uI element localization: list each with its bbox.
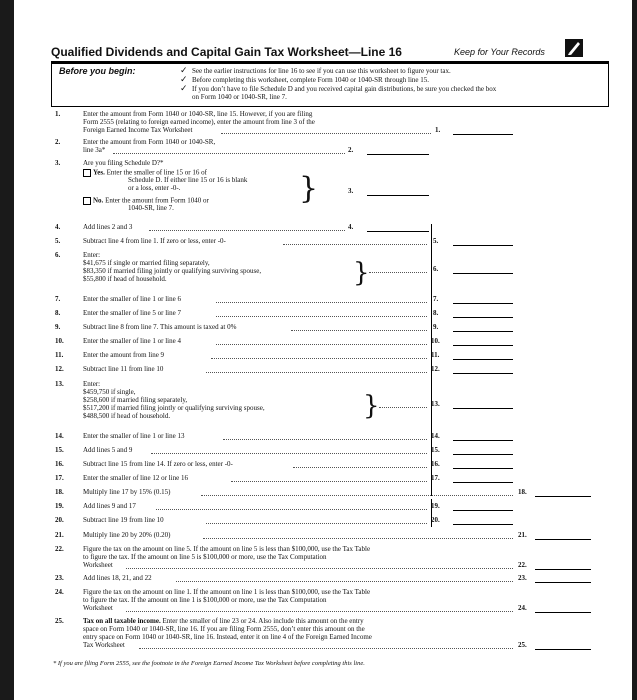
left-dark-edge bbox=[0, 0, 14, 700]
line-2-field[interactable] bbox=[367, 145, 429, 155]
right-dark-edge bbox=[632, 0, 637, 700]
line-3-yes: Yes. Enter the smaller of line 15 or 16 of bbox=[83, 169, 207, 177]
line-3-field[interactable] bbox=[367, 186, 429, 196]
line-11-field[interactable] bbox=[453, 350, 513, 360]
line-19-field[interactable] bbox=[453, 501, 513, 511]
worksheet-title: Qualified Dividends and Capital Gain Tax Worksheet—Line 16 bbox=[51, 45, 402, 59]
before-item-3-cont: on Form 1040 or 1040-SR, line 7. bbox=[192, 93, 287, 101]
line-10-field[interactable] bbox=[453, 336, 513, 346]
checkmark-icon: ✓ bbox=[180, 65, 188, 75]
line-14-field[interactable] bbox=[453, 431, 513, 441]
line-12-field[interactable] bbox=[453, 364, 513, 374]
line-25-field[interactable] bbox=[535, 640, 591, 650]
line-16-field[interactable] bbox=[453, 459, 513, 469]
line-4-field[interactable] bbox=[367, 222, 429, 232]
before-you-begin-label: Before you begin: bbox=[59, 66, 136, 76]
before-item-3: If you don’t have to file Schedule D and you received capital gain distributions, be sure you checked the box bbox=[192, 85, 497, 93]
line-17-field[interactable] bbox=[453, 473, 513, 483]
line-24-field[interactable] bbox=[535, 603, 591, 613]
pencil-record-icon bbox=[565, 39, 583, 57]
line-23-field[interactable] bbox=[535, 573, 591, 583]
before-you-begin-box bbox=[51, 63, 609, 107]
footnote: * If you are filing Form 2555, see the footnote in the Foreign Earned Income Tax Worksheet before completing this line. bbox=[53, 660, 365, 667]
line-3-no: No. Enter the amount from Form 1040 or bbox=[83, 197, 209, 205]
line-18-field[interactable] bbox=[535, 487, 591, 497]
line-15-field[interactable] bbox=[453, 445, 513, 455]
line-13-field[interactable] bbox=[453, 399, 513, 409]
line-9-field[interactable] bbox=[453, 322, 513, 332]
line-20-field[interactable] bbox=[453, 515, 513, 525]
line-8-field[interactable] bbox=[453, 308, 513, 318]
checkmark-icon: ✓ bbox=[180, 83, 188, 93]
brace-icon: } bbox=[353, 258, 370, 288]
line-6-field[interactable] bbox=[453, 264, 513, 274]
keep-for-records-label: Keep for Your Records bbox=[454, 47, 545, 57]
before-item-1: See the earlier instructions for line 16 to see if you can use this worksheet to figure your tax. bbox=[192, 67, 451, 75]
brace-icon: } bbox=[363, 391, 380, 421]
line-21-field[interactable] bbox=[535, 530, 591, 540]
checkmark-icon: ✓ bbox=[180, 74, 188, 84]
before-item-2: Before completing this worksheet, complete Form 1040 or 1040-SR through line 15. bbox=[192, 76, 429, 84]
line-5-field[interactable] bbox=[453, 236, 513, 246]
line-22-field[interactable] bbox=[535, 560, 591, 570]
line-1-field[interactable] bbox=[453, 125, 513, 135]
yes-checkbox[interactable] bbox=[83, 169, 91, 177]
no-checkbox[interactable] bbox=[83, 197, 91, 205]
line-7-field[interactable] bbox=[453, 294, 513, 304]
worksheet-page: Qualified Dividends and Capital Gain Tax Worksheet—Line 16 Keep for Your Records Before you begin: ✓ See the earlier instructions for line 16 to see if you can use this worksheet to figure your tax. ✓ Before completing this worksheet, complete Form 1040 or 1040-SR through line 15. ✓ If you don’t have to file Schedule D and you received capital gain distributions, be sure you checked the box on Form 1040 or 1040-SR, line 7. 1. Enter the amount from Form 1040 or 1040-SR, line 15. However, if you are filing Form 2555 (relating to foreign earned income), enter the amount from line 3 of the Foreign Earned Income Tax Worksheet 1. 2. Enter the amount from Form 1040 or 1040-SR, line 3a* 2. 3. Are you filing Schedule D?* Yes. Enter the smaller of line 15 or 16 of Schedule D. If either line 15 or 16 is blank or a loss, enter -0-. No. Enter the amount from Form 1040 or 1040-SR, line 7. } 3. 4. Add lines 2 and 3 4. 5. Subtract line 4 from line 1. If zero or less, enter -0- 5. 6. Enter: $41,675 if single or married filing separately, $83,350 if married filing jointly or qualifying surviving spouse, $55,800 if head of household. } 6. 7. Enter the smaller of line 1 or line 6 7. 8. Enter the smaller of line 5 or line 7 8. 9. Subtract line 8 from line 7. This amount is taxed at 0% 9. 10. Enter the smaller of line 1 or line 4 10. 11. Enter the amount from line 9 11. 12. Subtract line 11 from line 10 12. 13. Enter: $459,750 if single, $258,600 if married filing separately, $517,200 if married filing jointly or qualifying surviving spouse, $488,500 if head of household. } 13. 14. Enter the smaller of line 1 or line 13 14. 15. Add lines 5 and 9 15. 16. Subtract line 15 from line 14. If zero or less, enter -0- 16. 17. Enter the smaller of line 12 or line 16 17. 18. Multiply line 17 by 15% (0.15) 18. 19. Add lines 9 and 17 19. 20. Subtract line 19 from line 10 20. 21. Multiply line 20 by 20% (0.20) 21. 22. Figure the tax on the amount on line 5. If the amount on line 5 is less than $100,000, use the Tax Table to figure the tax. If the amount on line 5 is $100,000 or more, use the Tax Computation Worksheet 22. 23. Add lines 18, 21, and 22 23. 24. Figure the tax on the amount on line 1. If the amount on line 1 is less than $100,000, use the Tax Table to figure the tax. If the amount on line 1 is $100,000 or more, use the Tax Computation Worksheet 24. 25. Tax on all taxable income. Enter the smaller of line 23 or 24. Also include this amount on the entry space on Form 1040 or 1040-SR, line 16. If you are filing Form 2555, don’t enter this amount on the entry space on Form 1040 or 1040-SR, line 16. Instead, enter it on line 4 of the Foreign Earned Income Tax Worksheet 25. * If you are filing Form 2555, see the footnote in the Foreign Earned Income Tax Worksheet before completing this line. bbox=[30, 34, 592, 684]
brace-icon: } bbox=[299, 171, 319, 206]
